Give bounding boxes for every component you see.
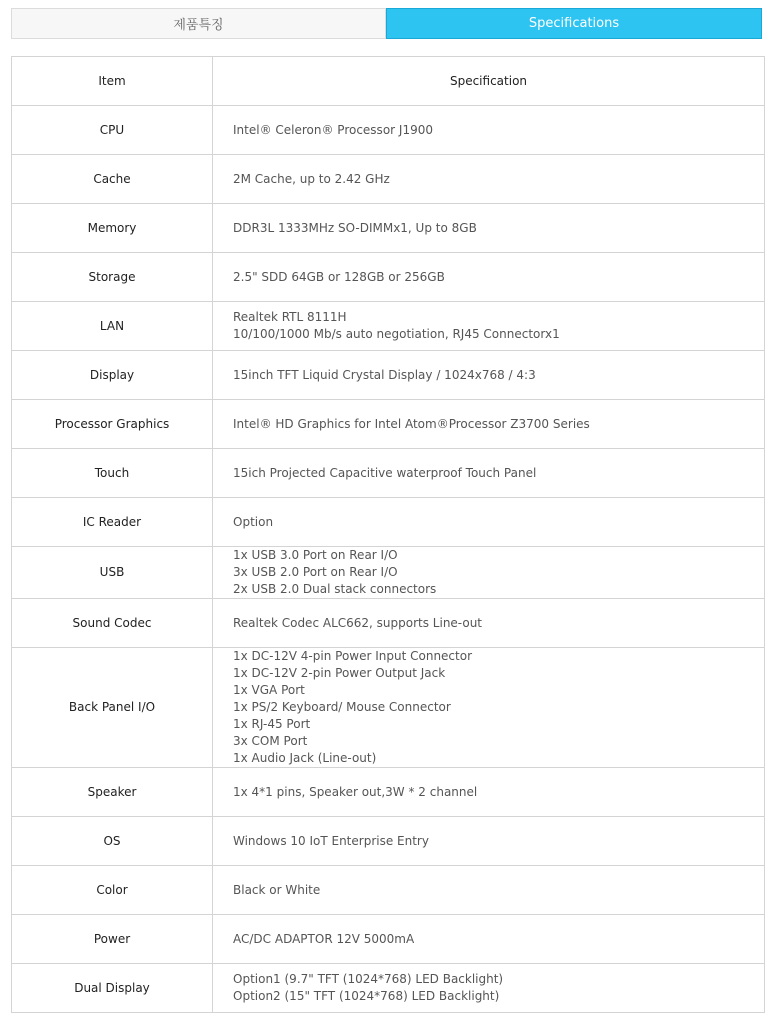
table-row: [12, 547, 765, 599]
table-row: [12, 155, 765, 204]
spec-line: Option: [233, 514, 274, 529]
spec-line: DDR3L 1333MHz SO-DIMMx1, Up to 8GB: [233, 220, 477, 235]
spec-line: Black or White: [233, 882, 321, 897]
spec-value: [213, 449, 765, 498]
spec-item-label: LAN: [12, 302, 213, 351]
spec-line: Option2 (15" TFT (1024*768) LED Backlight): [233, 989, 500, 1003]
spec-item-label: Memory: [12, 204, 213, 253]
spec-line: 2M Cache, up to 2.42 GHz: [233, 171, 390, 186]
header-item: Item: [12, 57, 213, 106]
spec-value: [213, 302, 765, 351]
spec-item-label: Processor Graphics: [12, 400, 213, 449]
spec-line: Option1 (9.7" TFT (1024*768) LED Backlight): [233, 972, 504, 986]
spec-line: 1x 4*1 pins, Speaker out,3W * 2 channel: [233, 784, 478, 799]
table-row: [12, 599, 765, 648]
table-row: [12, 449, 765, 498]
tab-features[interactable]: 제품특징: [11, 8, 386, 39]
spec-value: [213, 768, 765, 817]
spec-item-label: USB: [12, 547, 213, 599]
spec-line: 15ich Projected Capacitive waterproof Touch Panel: [233, 465, 537, 480]
table-row: [12, 106, 765, 155]
spec-value: [213, 498, 765, 547]
spec-value: [213, 817, 765, 866]
spec-value: [213, 400, 765, 449]
spec-item-label: Dual Display: [12, 964, 213, 1013]
spec-item-label: Back Panel I/O: [12, 648, 213, 768]
table-row: [12, 817, 765, 866]
spec-item-label: OS: [12, 817, 213, 866]
spec-line: 1x PS/2 Keyboard/ Mouse Connector: [233, 700, 451, 714]
spec-line: 1x VGA Port: [233, 683, 305, 697]
spec-line: 10/100/1000 Mb/s auto negotiation, RJ45 Connectorx1: [233, 327, 560, 341]
table-row: [12, 400, 765, 449]
spec-item-label: Display: [12, 351, 213, 400]
spec-line: Windows 10 IoT Enterprise Entry: [233, 833, 429, 848]
table-row: [12, 204, 765, 253]
spec-value: [213, 866, 765, 915]
spec-line: 2.5" SDD 64GB or 128GB or 256GB: [233, 269, 445, 284]
table-row: [12, 498, 765, 547]
table-row: [12, 351, 765, 400]
spec-value: [213, 915, 765, 964]
table-header-row: [12, 57, 765, 106]
spec-line: Realtek Codec ALC662, supports Line-out: [233, 615, 483, 630]
table-row: [12, 866, 765, 915]
spec-item-label: CPU: [12, 106, 213, 155]
spec-line: 1x DC-12V 2-pin Power Output Jack: [233, 666, 446, 680]
spec-line: 3x COM Port: [233, 734, 308, 748]
tab-specifications[interactable]: Specifications: [386, 8, 762, 39]
spec-line: 1x DC-12V 4-pin Power Input Connector: [233, 649, 473, 663]
spec-line: 3x USB 2.0 Port on Rear I/O: [233, 565, 398, 579]
table-row: [12, 648, 765, 768]
spec-line: 1x RJ-45 Port: [233, 717, 311, 731]
spec-value: [213, 599, 765, 648]
spec-item-label: Speaker: [12, 768, 213, 817]
spec-table-body: [12, 57, 765, 1013]
spec-item-label: Touch: [12, 449, 213, 498]
table-row: [12, 915, 765, 964]
spec-item-label: IC Reader: [12, 498, 213, 547]
spec-line: Intel® HD Graphics for Intel Atom®Processor Z3700 Series: [233, 416, 590, 431]
spec-line: 1x USB 3.0 Port on Rear I/O: [233, 548, 398, 562]
spec-line: AC/DC ADAPTOR 12V 5000mA: [233, 931, 415, 946]
spec-line: 2x USB 2.0 Dual stack connectors: [233, 582, 437, 596]
spec-value: [213, 648, 765, 768]
spec-item-label: Storage: [12, 253, 213, 302]
header-spec: Specification: [213, 57, 765, 106]
table-row: [12, 768, 765, 817]
tab-bar: [11, 8, 762, 39]
spec-line: Intel® Celeron® Processor J1900: [233, 122, 433, 137]
spec-value: [213, 204, 765, 253]
spec-line: 15inch TFT Liquid Crystal Display / 1024x768 / 4:3: [233, 367, 536, 382]
spec-table: [11, 56, 765, 1013]
spec-value: [213, 547, 765, 599]
table-row: [12, 253, 765, 302]
spec-value: [213, 351, 765, 400]
spec-item-label: Color: [12, 866, 213, 915]
spec-value: [213, 253, 765, 302]
spec-line: 1x Audio Jack (Line-out): [233, 751, 377, 765]
table-row: [12, 964, 765, 1013]
spec-value: [213, 155, 765, 204]
spec-item-label: Cache: [12, 155, 213, 204]
spec-item-label: Power: [12, 915, 213, 964]
spec-line: Realtek RTL 8111H: [233, 310, 347, 324]
table-row: [12, 302, 765, 351]
spec-value: [213, 964, 765, 1013]
spec-item-label: Sound Codec: [12, 599, 213, 648]
spec-value: [213, 106, 765, 155]
